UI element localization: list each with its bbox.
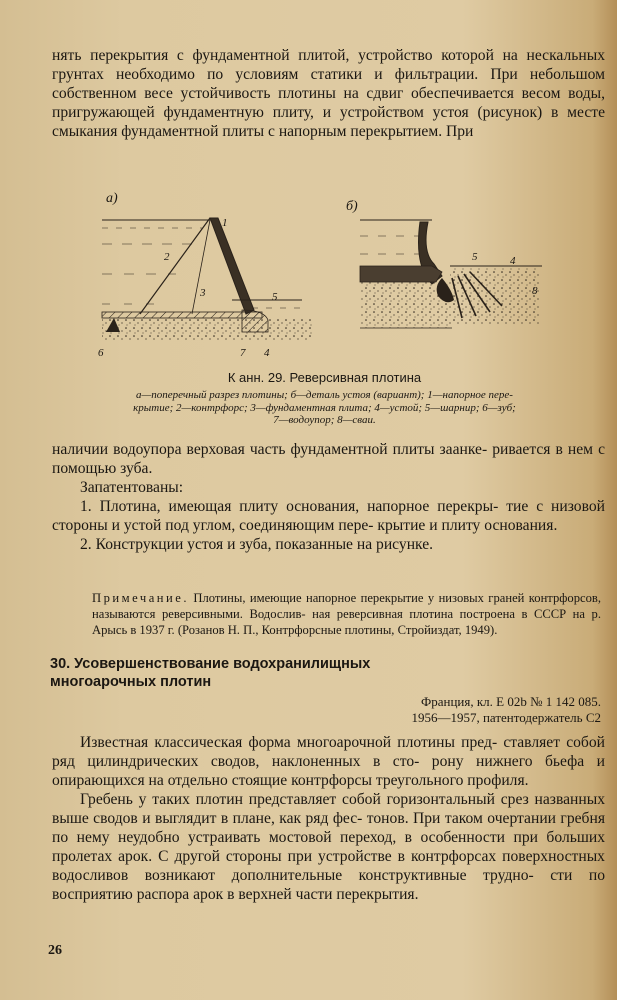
patent-info: Франция, кл. E 02b № 1 142 085. 1956—1957, патентодержатель С2 [411, 694, 601, 725]
section-body [52, 733, 605, 904]
reversible-dam-figure [92, 182, 552, 382]
callout-b-5: 5 [472, 251, 478, 263]
panel-b-label: б) [346, 199, 358, 214]
callout-b-4: 4 [510, 255, 516, 267]
callout-b-8: 8 [532, 285, 538, 297]
panel-b-drawing [360, 220, 542, 328]
section-paragraph-2: Гребень у таких плотин представляет собой горизонтальный срез названных выше сводов и выглядит в плане, как ряд фес- тонов. При таком очертании гребня по нему неудобно устраивать мостовой переход, в особенности при больших пролетах арок. С другой стороны при устройстве в контрфорсах поверхностных водосливов возникают дополнительные конструктивные трудно- сти по восприятию распора арок в верхней части перекрытия. [52, 791, 605, 903]
after-figure-section [52, 440, 605, 554]
panel-a-label: а) [106, 191, 118, 206]
caption-legend: а—поперечный разрез плотины; б—деталь устоя (вариант); 1—напорное пере- крытие; 2—контрфорс; 3—фундаментная плита; 4—устой; 5—шарнир; 6—зуб; 7—водоупор; 8—сваи. [133, 389, 516, 426]
claim-1: 1. Плотина, имеющая плиту основания, напорное перекры- тие с низовой стороны и устой под углом, соединяющим пере- крытие и плиту основания. [52, 498, 605, 534]
panel-a-drawing [102, 218, 312, 340]
section-title: 30. Усовершенствование водохранилищных многоарочных плотин [50, 656, 371, 690]
callout-4: 4 [264, 347, 270, 359]
after-figure-text: наличии водоупора верховая часть фундаментной плиты заанке- ривается в нем с помощью зуба. [52, 441, 605, 477]
note-label: Примечание. [92, 590, 190, 605]
section-paragraph-1: Известная классическая форма многоарочной плотины пред- ставляет собой ряд цилиндрических сводов, наклоненных в сто- рону нижнего бьефа и опирающихся на отдельно стоящие контрфорсы треугольного профиля. [52, 734, 605, 789]
claims-heading: Запатентованы: [80, 479, 184, 496]
figure-caption [60, 370, 589, 427]
top-paragraph-text: нять перекрытия с фундаментной плитой, устройство которой на нескальных грунтах необходимо по условиям статики и фильтрации. При небольшом собственном весе устойчивость плотины на сдвиг обеспечивается весом воды, пригружающей фундаментную плиту, и устройством устоя (рисунок) в месте смыкания фундаментной плиты с напорным перекрытием. При [52, 47, 606, 140]
top-paragraph [52, 46, 605, 141]
caption-title: К анн. 29. Реверсивная плотина [227, 370, 422, 385]
callout-6: 6 [98, 347, 104, 359]
claim-2: 2. Конструкции устоя и зуба, показанные на рисунке. [80, 536, 434, 553]
callout-5: 5 [272, 291, 278, 303]
callout-3: 3 [200, 287, 206, 299]
note: Примечание. Плотины, имеющие напорное перекрытие у низовых граней контрфорсов, называются реверсивными. Водослив- ная реверсивная плотина построена в СССР на р. Арысь в 1937 г. (Розанов Н. П., Контрфорсные плотины, Стройиздат, 1949). [92, 590, 601, 637]
callout-1: 1 [222, 217, 228, 229]
callout-7: 7 [240, 347, 246, 359]
callout-2: 2 [164, 251, 170, 263]
page-number: 26 [48, 943, 62, 958]
